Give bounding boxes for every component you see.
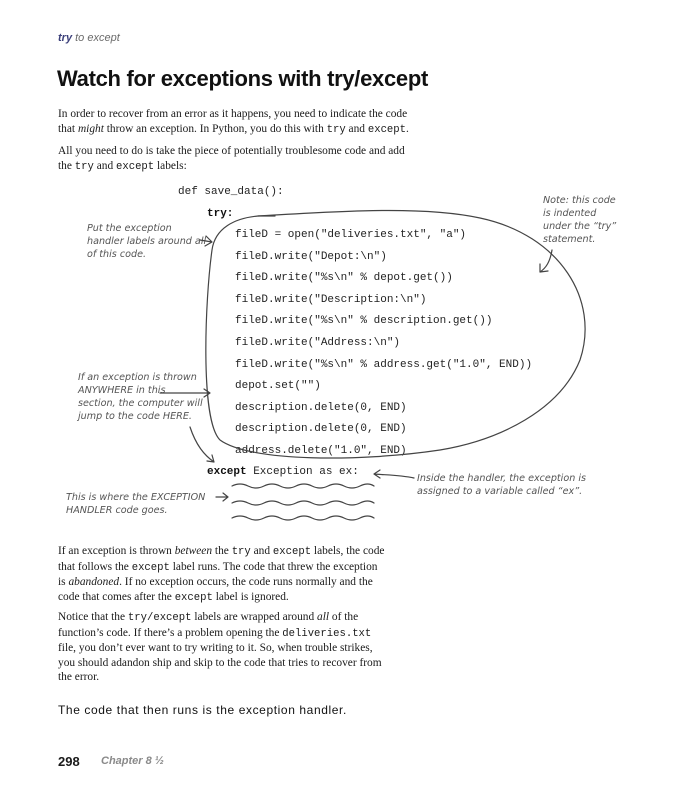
note-handler-variable: Inside the handler, the exception is assigned to a variable called “ex”. bbox=[417, 473, 587, 497]
paragraph-line: you should adandon ship and skip to the code that tries to recover from bbox=[58, 656, 382, 669]
arrow-anywhere bbox=[160, 389, 210, 397]
squiggle-1 bbox=[232, 484, 374, 488]
code-line: fileD.write("Address:\n") bbox=[235, 337, 401, 349]
code-def-line: def save_data(): bbox=[178, 186, 284, 198]
paragraph-line: If an exception is thrown between the try and except labels, the code bbox=[58, 545, 385, 558]
intro-p1-line-1: In order to recover from an error as it happens, you need to indicate the code bbox=[58, 108, 408, 120]
code-line: fileD.write("Description:\n") bbox=[235, 293, 427, 306]
body-paragraph-2 bbox=[58, 610, 458, 685]
arrow-put-labels bbox=[200, 236, 212, 246]
code-line: fileD.write("%s\n" % description.get()) bbox=[235, 315, 493, 328]
arrow-handler-variable bbox=[374, 470, 414, 478]
body-paragraph-1 bbox=[58, 544, 458, 605]
code-line: depot.set("") bbox=[235, 380, 321, 393]
header-try: try bbox=[58, 32, 73, 44]
note-indented: Note: this code is indented under the “try” statement. bbox=[543, 195, 617, 245]
intro-p2-line-1: All you need to do is take the piece of potentially troublesome code and add bbox=[58, 145, 405, 157]
paragraph-line: the error. bbox=[58, 671, 100, 683]
paragraph-line: file, you don’t ever want to try writing to it. So, when trouble strikes, bbox=[58, 642, 373, 654]
code-line: description.delete(0, END) bbox=[235, 401, 407, 414]
intro-p1-line-2: that might throw an exception. In Python, you do this with try and except. bbox=[58, 123, 409, 136]
paragraph-line: Notice that the try/except labels are wrapped around all of the bbox=[58, 611, 359, 624]
page-number: 298 bbox=[58, 754, 80, 769]
code-line: description.delete(0, END) bbox=[235, 423, 407, 436]
paragraph-line: is abandoned. If no exception occurs, the code runs normally and the bbox=[58, 576, 373, 588]
chapter-label: Chapter 8 ½ bbox=[101, 755, 164, 767]
note-put-labels: Put the exception handler labels around all of this code. bbox=[87, 223, 207, 260]
note-handler-code-goes: This is where the EXCEPTION HANDLER code goes. bbox=[66, 492, 206, 516]
code-try-label: try: bbox=[207, 208, 234, 220]
paragraph-line: code that comes after the except label is ignored. bbox=[58, 590, 289, 604]
code-line: fileD.write("%s\n" % address.get("1.0", END)) bbox=[235, 358, 533, 371]
try-block-loop bbox=[206, 210, 585, 458]
handler-callout: The code that then runs is the exception handler. bbox=[58, 703, 347, 717]
code-line: fileD = open("deliveries.txt", "a") bbox=[235, 229, 467, 241]
page-title: Watch for exceptions with try/except bbox=[57, 66, 429, 91]
paragraph-line: that follows the except label runs. The code that threw the exception bbox=[58, 560, 378, 574]
code-except-line: except Exception as ex: bbox=[207, 466, 359, 478]
header-rest: to except bbox=[75, 32, 120, 44]
squiggle-3 bbox=[232, 516, 374, 520]
paragraph-line: function’s code. If there’s a problem opening the deliveries.txt bbox=[58, 626, 372, 640]
note-anywhere: If an exception is thrown ANYWHERE in this section, the computer will jump to the code HERE. bbox=[78, 372, 203, 422]
code-line: address.delete("1.0", END) bbox=[235, 445, 407, 457]
squiggle-2 bbox=[232, 501, 374, 505]
code-line: fileD.write("Depot:\n") bbox=[235, 250, 387, 263]
arrow-handler-goes bbox=[216, 493, 228, 501]
code-line: fileD.write("%s\n" % depot.get()) bbox=[235, 272, 453, 285]
intro-p2-line-2: the try and except labels: bbox=[58, 160, 187, 173]
arrow-jump-here bbox=[190, 427, 214, 462]
